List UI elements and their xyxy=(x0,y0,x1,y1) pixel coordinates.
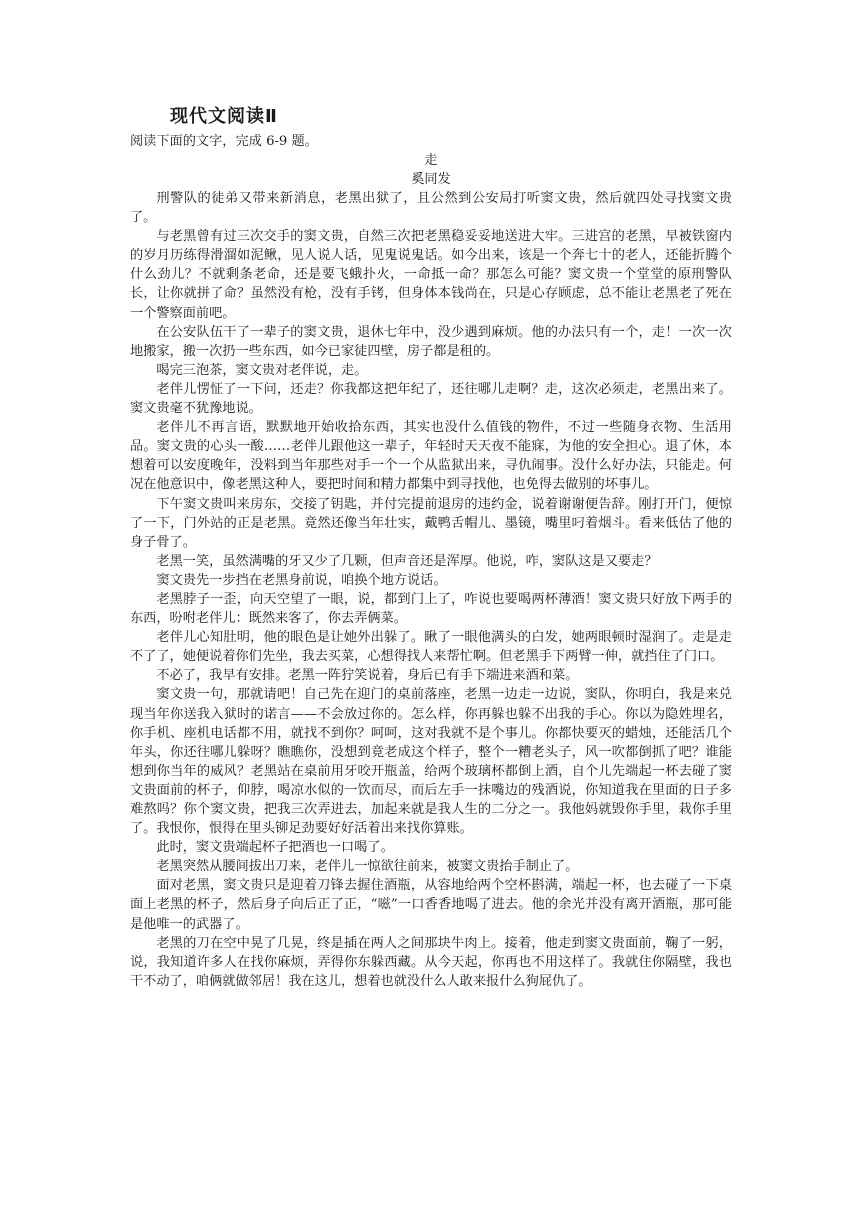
document-page xyxy=(130,104,732,991)
paragraph: 刑警队的徒弟又带来新消息，老黑出狱了，且公然到公安局打听窦文贵，然后就四处寻找窦文贵了。 xyxy=(130,191,732,226)
paragraph: 下午窦文贵叫来房东，交接了钥匙，并付完提前退房的违约金，说着谢谢便告辞。刚打开门，便惊了一下，门外站的正是老黑。竟然还像当年壮实，戴鸭舌帽儿、墨镜，嘴里叼着烟斗。看来低估了他的身子骨了。 xyxy=(130,496,732,550)
paragraph: 老黑突然从腰间拔出刀来，老伴儿一惊欲往前来，被窦文贵抬手制止了。 xyxy=(156,859,579,875)
story-author: 奚同发 xyxy=(411,172,451,187)
paragraph: 老伴儿愣怔了一下问，还走？你我都这把年纪了，还往哪儿走啊？走，这次必须走，老黑出来了。窦文贵毫不犹豫地说。 xyxy=(130,381,732,417)
paragraph: 窦文贵先一步挡在老黑身前说，咱换个地方说话。 xyxy=(156,572,447,588)
story-title: 走 xyxy=(424,153,438,168)
paragraph: 窦文贵一句，那就请吧！自己先在迎门的桌前落座，老黑一边走一边说，窦队，你明白，我是来兑现当年你送我入狱时的诺言——不会放过你的。怎么样，你再躲也躲不出我的手心。你以为隐姓埋名，你手机、座机电话都不用，就找不到你？呵呵，这对我就不是个事儿。你都快要灭的蜡烛，还能活几个年头，你还往哪儿躲呀？瞧瞧你，没想到竟老成这个样子，整个一糟老头子，风一吹都倒抓了吧？谁能想到你当年的威风？老黑站在桌前用牙咬开瓶盖，给两个玻璃杯都倒上酒，自个儿先端起一杯去碰了窦文贵面前的杯子，仰脖，喝凉水似的一饮而尽，而后左手一抹嘴边的残酒说，你知道我在里面的日子多难熬吗？你个窦文贵，把我三次弄进去，加起来就是我人生的二分之一。我他妈就毁你手里，栽你手里了。我恨你，恨得在里头铆足劲要好好活着出来找你算账。 xyxy=(130,687,732,837)
paragraph: 老黑一笑，虽然满嘴的牙又少了几颗，但声音还是浑厚。他说，咋，窦队这是又要走？ xyxy=(156,553,658,569)
paragraph: 老伴儿心知肚明，他的眼色是让她外出躲了。瞅了一眼他满头的白发，她两眼顿时湿润了。走是走不了了，她便说着你们先坐，我去买菜，心想得找人来帮忙啊。但老黑手下两臂一伸，就挡住了门口。 xyxy=(130,630,732,665)
section-heading: 现代文阅读Ⅱ xyxy=(170,106,278,127)
story-body xyxy=(130,189,732,991)
paragraph: 面对老黑，窦文贵只是迎着刀锋去握住酒瓶，从容地给两个空杯斟满，端起一杯，也去碰了一下桌面上老黑的杯子，然后身子向后正了正，“嗞”一口香香地喝了进去。他的余光并没有离开酒瓶，那可能是他唯一的武器了。 xyxy=(130,878,732,932)
paragraph: 老伴儿不再言语，默默地开始收拾东西，其实也没什么值钱的物件，不过一些随身衣物、生活用品。窦文贵的心头一酸……老伴儿跟他这一辈子，年轻时天天夜不能寐，为他的安全担心。退了休，本想着可以安度晚年，没料到当年那些对手一个一个从监狱出来，寻仇闹事。没什么好办法，只能走。何况在他意识中，像老黑这种人，要把时间和精力都集中到寻找他，也免得去做别的坏事儿。 xyxy=(130,420,732,493)
paragraph: 此时，窦文贵端起杯子把酒也一口喝了。 xyxy=(156,840,394,856)
paragraph: 在公安队伍干了一辈子的窦文贵，退休七年中，没少遇到麻烦。他的办法只有一个，走！一次一次地搬家，搬一次扔一些东西，如今已家徒四壁，房子都是租的。 xyxy=(130,324,732,359)
paragraph: 喝完三泡茶，窦文贵对老伴说，走。 xyxy=(156,362,368,378)
instruction-text: 阅读下面的文字，完成 6-9 题。 xyxy=(130,134,318,149)
paragraph: 老黑的刀在空中晃了几晃，终是插在两人之间那块牛肉上。接着，他走到窦文贵面前，鞠了一躬，说，我知道许多人在找你麻烦，弄得你东躲西藏。从今天起，你再也不用这样了。我就住你隔壁，我也干不动了，咱俩就做邻居！我在这儿，想着也就没什么人敢来报什么狗屁仇了。 xyxy=(130,935,732,989)
paragraph: 老黑脖子一歪，向天空望了一眼，说，都到门上了，咋说也要喝两杯薄酒！窦文贵只好放下两手的东西，吩咐老伴儿：既然来客了，你去弄俩菜。 xyxy=(130,591,732,627)
paragraph: 不必了，我早有安排。老黑一阵狞笑说着，身后已有手下端进来酒和菜。 xyxy=(156,668,579,684)
paragraph: 与老黑曾有过三次交手的窦文贵，自然三次把老黑稳妥妥地送进大牢。三进宫的老黑，早被铁窗内的岁月历练得滑溜如泥鳅，见人说人话，见鬼说鬼话。如今出来，该是一个奔七十的老人，还能折腾个什么劲儿？不就剩条老命，还是要飞蛾扑火，一命抵一命？那怎么可能？窦文贵一个堂堂的原刑警队长，让你就拼了命？虽然没有枪，没有手铐，但身体本钱尚在，只是心存顾虑，总不能让老黑老了死在一个警察面前吧。 xyxy=(130,229,732,321)
